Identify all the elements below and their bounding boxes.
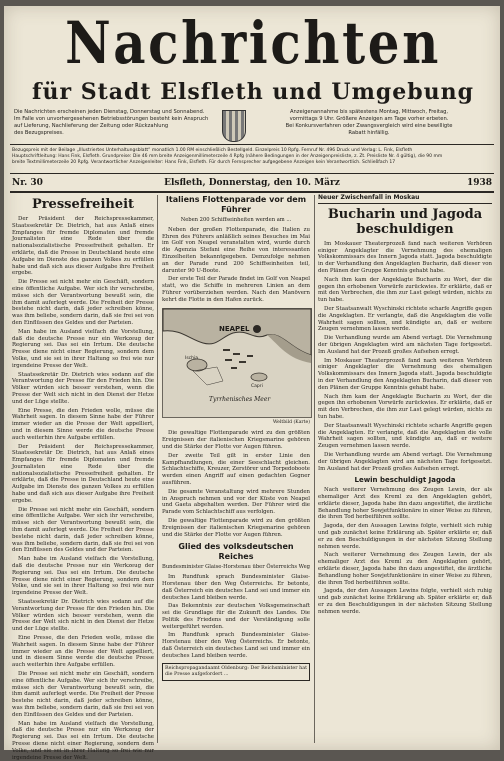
map-label-sea: Tyrrhenisches Meer xyxy=(209,395,271,403)
map-label-naples: NEAPEL xyxy=(219,324,250,333)
article-paragraph: Der zweite Teil gilt in erster Linie den Kampfhandlungen, die einer Seeschlacht gleichen. Schlachtschiffe, Kreuzer, Zerstörer und Torpedoboote werden einen Angriff auf einen gedachten Gegner ausführen. xyxy=(162,452,310,486)
advertising-info-line: Bei Konkursverfahren oder Zwangsvergleich wird eine bewilligte xyxy=(285,123,453,129)
article-paragraph: Im Rundfunk sprach Bundesminister Glaise-Horstenau über den Weg Österreichs. Er betonte, daß Österreich ein deutsches Land sei und immer ein deutsches Land bleiben werde. xyxy=(162,574,310,601)
article-paragraph: Jagoda, der den Aussagen Lewins folgte, verhielt sich ruhig und gab zunächst keine Erklärung ab. Später erklärte er, daß er zu den Beschuldigungen in der nächsten Sitzung Stellung nehmen werde. xyxy=(318,523,492,550)
column-divider xyxy=(157,195,158,743)
advertising-info-line: Anzeigenannahme bis spätestens Montag, Mittwoch, Freitag, xyxy=(289,109,449,115)
article-paragraph: Die Presse sei nicht mehr ein Geschäft, sondern eine öffentliche Aufgabe. Wer sich ihr verschreibe, müsse sich der Verantwortung bewußt sein, die ihm damit auferlegt werde. Die Freiheit der Presse bestehe nicht darin, daß jeder schreiben könne, was ihm beliebe, sondern darin, daß sie frei sei von den Einflüssen des Geldes und der Parteien. xyxy=(12,279,154,326)
article-paragraph: Der erste Teil der Parade findet im Golf von Neapel statt, wo die Schiffe in mehreren Linien an dem Führer vorüberziehen werden. Nach den Manövern kehrt die Flotte in den Hafen zurück. xyxy=(162,276,310,303)
article-paragraph: Der Staatsanwalt Wyschinski richtete scharfe Angriffe gegen die Angeklagten. Er verlangte, daß die Angeklagten die volle Wahrheit sagen sollten, und kündigte an, daß er weitere Zeugen vernehmen lassen werde. xyxy=(318,422,492,450)
article-paragraph: Die Verhandlung wurde am Abend vertagt. Die Vernehmung der übrigen Angeklagten wird am nächsten Tage fortgesetzt. Im Ausland hat der Prozeß großes Aufsehen erregt. xyxy=(318,335,492,355)
coat-of-arms-icon xyxy=(222,110,246,142)
publication-info-line: des Bezugspreises. xyxy=(14,130,64,136)
subscription-line: Bezugspreis mit der Beilage „Illustriertes Unterhaltungsblatt“ monatlich 1.00 RM einschließlich Bestellgeld. Einzelpreis 10 Rpfg. Fernruf Nr. 496 Druck und Verlag: L. Fink, Elsfleth xyxy=(12,148,413,153)
article-paragraph: Man habe im Ausland vielfach die Vorstellung, daß die deutsche Presse nur ein Werkzeug der Regierung sei. Das sei ein Irrtum. Die deutsche Presse diene nicht einer Regierung, sondern dem Volke, und sie sei in ihrer Haltung so frei wie nur irgendeine Presse der Welt. xyxy=(12,556,154,597)
article-paragraph: Die Presse sei nicht mehr ein Geschäft, sondern eine öffentliche Aufgabe. Wer sich ihr verschreibe, müsse sich der Verantwortung bewußt sein, die ihm damit auferlegt werde. Die Freiheit der Presse bestehe nicht darin, daß jeder schreiben könne, was ihm beliebe, sondern darin, daß sie frei sei von den Einflüssen des Geldes und der Parteien. xyxy=(12,671,154,718)
map-label-ischia: Ischia xyxy=(185,355,199,361)
article-paragraph: Jagoda, der den Aussagen Lewins folgte, verhielt sich ruhig und gab zunächst keine Erklärung ab. Später erklärte er, daß er zu den Beschuldigungen in der nächsten Sitzung Stellung nehmen werde. xyxy=(318,588,492,615)
subscription-band xyxy=(12,148,492,167)
publication-info-line: Im Falle von unvorhergesehenen Betriebsstörungen besteht kein Anspruch xyxy=(14,116,209,122)
article-kicker: Neuer Zwischenfall in Moskau xyxy=(318,195,492,204)
article-paragraph: Die Presse sei nicht mehr ein Geschäft, sondern eine öffentliche Aufgabe. Wer sich ihr verschreibe, müsse sich der Verantwortung bewußt sein, die ihm damit auferlegt werde. Die Freiheit der Presse bestehe nicht darin, daß jeder schreiben könne, was ihm beliebe, sondern darin, daß sie frei sei von den Einflüssen des Geldes und der Parteien. xyxy=(12,506,154,554)
publication-info-line: Die Nachrichten erscheinen jeden Dienstag, Donnerstag und Sonnabend. xyxy=(14,109,205,115)
newspaper-page xyxy=(4,6,500,761)
article-pressefreiheit xyxy=(12,195,154,761)
article-flottenparade xyxy=(162,195,310,743)
masthead-title: Nachrichten xyxy=(65,9,441,77)
article-paragraph: Neben der großen Flottenparade, die Italien zu Ehren des Führers anläßlich seines Besuches im Mai im Golf von Neapel veranstalten wird, wurde durch die Agenzia Stefani eine Reihe von interessanten Einzelheiten bekanntgegeben. Demzufolge nehmen an der Parade rund 200 Schiffseinheiten teil, darunter 90 U-Boote. xyxy=(162,226,310,274)
article-moskau xyxy=(318,195,492,743)
article-paragraph: Eine Presse, die den Frieden wolle, müsse die Wahrheit sagen. In diesem Sinne habe der Führer immer wieder an die Presse der Welt appelliert, und in diesem Sinne werde die deutsche Presse auch weiterhin ihre Aufgabe erfüllen. xyxy=(12,635,154,669)
article-heading: Pressefreiheit xyxy=(31,197,135,212)
masthead-subtitle: für Stadt Elsfleth und Umgebung xyxy=(32,79,474,105)
article-paragraph: Staatssekretär Dr. Dietrich wies sodann auf die Verantwortung der Presse für den Frieden hin. Die Völker würden sich besser verstehen, wenn die Presse der Welt sich nicht in den Dienst der Hetze und der Lüge stellte. xyxy=(12,371,154,405)
map-illustration xyxy=(163,309,311,417)
article-paragraph: Im Rundfunk sprach Bundesminister Glaise-Horstenau über den Weg Österreichs. Er betonte, daß Österreich ein deutsches Land sei und immer ein deutsches Land bleiben werde. xyxy=(162,632,310,659)
advertising-info-line: vormittags 9 Uhr. Größere Anzeigen am Tage vorher erbeten. xyxy=(289,116,449,122)
publication-info-line: auf Lieferung, Nachlieferung der Zeitung oder Rückzahlung xyxy=(14,123,169,129)
article-heading: Glied des volksdeutschen Reiches xyxy=(178,542,294,562)
dateline xyxy=(12,176,492,190)
article-paragraph: Nach weiterer Vernehmung des Zeugen Lewin, der als ehemaliger Arzt des Kreml zu den Angeklagten gehört, erklärte dieser, Jagoda habe ihn dazu angestiftet, die ärztliche Behandlung hoher Sowjetfunktionäre in einer Weise zu führen, die ihren Tod herbeiführen sollte. xyxy=(318,487,492,521)
article-paragraph: Das Bekenntnis zur deutschen Volksgemeinschaft sei die Grundlage für die Zukunft des Landes. Die Politik des Friedens und der Verständigung solle weitergeführt werden. xyxy=(162,603,310,630)
article-subheading: Neben 200 Schiffseinheiten werden am ... xyxy=(180,217,292,223)
article-heading: Italiens Flottenparade vor dem Führer xyxy=(165,195,307,214)
map-caption: Weltbild (Karte) xyxy=(272,419,310,425)
article-paragraph: Die gesamte Veranstaltung wird mehrere Stunden in Anspruch nehmen und vor der Küste von Neapel und Gaeta abgehalten werden. Der Führer wird die Parade vom Schlachtschiff aus verfolgen. xyxy=(162,488,310,516)
article-paragraph: Nach weiterer Vernehmung des Zeugen Lewin, der als ehemaliger Arzt des Kreml zu den Angeklagten gehört, erklärte dieser, Jagoda habe ihn dazu angestiftet, die ärztliche Behandlung hoher Sowjetfunktionäre in einer Weise zu führen, die ihren Tod herbeiführen sollte. xyxy=(318,552,492,586)
article-paragraph: Im Moskauer Theaterprozeß fand nach weiteren Verhören einiger Angeklagter die Vernehmung des ehemaligen Volkskommissars des Innern Jagoda statt. Jagoda beschuldigte in der Verhandlung den Angeklagten Bucharin, daß dieser von den Plänen der Gruppe Kenntnis gehabt habe. xyxy=(318,240,492,274)
article-heading: Lewin beschuldigt Jagoda xyxy=(354,476,456,485)
advertising-info-line: Rabatt hinfällig. xyxy=(348,130,390,136)
issue-year: 1938 xyxy=(466,178,492,188)
divider xyxy=(10,144,494,145)
bay-of-naples-map xyxy=(162,308,312,418)
article-paragraph: Im Moskauer Theaterprozeß fand nach weiteren Verhören einiger Angeklagter die Vernehmung des ehemaligen Volkskommissars des Innern Jagoda statt. Jagoda beschuldigte in der Verhandlung den Angeklagten Bucharin, daß dieser von den Plänen der Gruppe Kenntnis gehabt habe. xyxy=(318,357,492,391)
article-paragraph: Man habe im Ausland vielfach die Vorstellung, daß die deutsche Presse nur ein Werkzeug der Regierung sei. Das sei ein Irrtum. Die deutsche Presse diene nicht einer Regierung, sondern dem Volke, und sie sei in ihrer Haltung so frei wie nur irgendeine Presse der Welt. xyxy=(12,328,154,369)
article-subheading: Bundesminister Glaise-Horstenau über Österreichs Weg xyxy=(162,564,310,571)
article-paragraph: Man habe im Ausland vielfach die Vorstellung, daß die deutsche Presse nur ein Werkzeug der Regierung sei. Das sei ein Irrtum. Die deutsche Presse diene nicht einer Regierung, sondern dem Volke, und sie sei in ihrer Haltung so frei wie nur irgendeine Presse der Welt. xyxy=(12,720,154,761)
article-paragraph: Eine Presse, die den Frieden wolle, müsse die Wahrheit sagen. In diesem Sinne habe der Führer immer wieder an die Presse der Welt appelliert, und in diesem Sinne werde die deutsche Presse auch weiterhin ihre Aufgabe erfüllen. xyxy=(12,407,154,441)
advertising-info xyxy=(250,109,488,137)
issue-number: Nr. 30 xyxy=(12,178,43,188)
article-paragraph: Der Staatsanwalt Wyschinski richtete scharfe Angriffe gegen die Angeklagten. Er verlangte, daß die Angeklagten die volle Wahrheit sagen sollten, und kündigte an, daß er weitere Zeugen vernehmen lassen werde. xyxy=(318,305,492,333)
article-paragraph: Die gewaltige Flottenparade wird zu den größten Ereignissen der italienischen Kriegsmarine gehören und die Stärke der Flotte vor Augen führen. xyxy=(162,430,310,450)
article-heading: Bucharin und Jagoda beschuldigen xyxy=(327,206,483,237)
subscription-line: Hauptschriftleitung: Hans Fink, Elsfleth. Grundpreise: Die 46 mm breite Anzeigenmillimeterzeile 4 Rpfg (nähere Bedingungen in der Anzeigenpreisliste, z. Zt. Preisliste Nr. 4 gültig), die 90 mm xyxy=(12,154,443,160)
publication-info xyxy=(14,109,218,137)
article-paragraph: Nach ihm kam der Angeklagte Bucharin zu Wort, der die gegen ihn erhobenen Vorwürfe zurückwies. Er erklärte, daß er mit den Verbrechen, die ihm zur Last gelegt würden, nichts zu tun habe. xyxy=(318,393,492,420)
article-paragraph: Der Präsident der Reichspressekammer, Staatssekretär Dr. Dietrich, hat aus Anlaß eines Empfanges für fremde Diplomaten und fremde Journalisten eine Rede über die nationalsozialistische Pressefreiheit gehalten. Er erklärte, daß die Presse in Deutschland heute eine Aufgabe im Dienste des ganzen Volkes zu erfüllen habe und daß sich aus dieser Aufgabe ihre Freiheit ergebe. xyxy=(12,443,154,504)
column-divider xyxy=(314,195,315,743)
subscription-line: breite Textmillimeterzeile 20 Rpfg. Verantwortlicher Anzeigenleiter: Hans Fink, Elsfleth. Für durch Fernsprecher aufgegebene Anzeigen kein Verantwortlich. Schließfach 17 xyxy=(12,160,396,166)
article-paragraph: Die Verhandlung wurde am Abend vertagt. Die Vernehmung der übrigen Angeklagten wird am nächsten Tage fortgesetzt. Im Ausland hat der Prozeß großes Aufsehen erregt. xyxy=(318,451,492,472)
divider xyxy=(10,191,494,193)
issue-date: Elsfleth, Donnerstag, den 10. März xyxy=(164,178,340,188)
notice-box: Reichspropagandaamt Oldenburg: Der Reichsminister hat die Presse aufgefordert ... xyxy=(162,663,310,681)
divider xyxy=(10,173,494,174)
article-paragraph: Der Präsident der Reichspressekammer, Staatssekretär Dr. Dietrich, hat aus Anlaß eines Empfanges für fremde Diplomaten und fremde Journalisten eine Rede über die nationalsozialistische Pressefreiheit gehalten. Er erklärte, daß die Presse in Deutschland heute eine Aufgabe im Dienste des ganzen Volkes zu erfüllen habe und daß sich aus dieser Aufgabe ihre Freiheit ergebe. xyxy=(12,216,154,277)
map-label-capri: Capri xyxy=(251,383,263,389)
article-paragraph: Nach ihm kam der Angeklagte Bucharin zu Wort, der die gegen ihn erhobenen Vorwürfe zurückwies. Er erklärte, daß er mit den Verbrechen, die ihm zur Last gelegt würden, nichts zu tun habe. xyxy=(318,276,492,304)
article-paragraph: Die gewaltige Flottenparade wird zu den größten Ereignissen der italienischen Kriegsmarine gehören und die Stärke der Flotte vor Augen führen. xyxy=(162,517,310,538)
article-paragraph: Staatssekretär Dr. Dietrich wies sodann auf die Verantwortung der Presse für den Frieden hin. Die Völker würden sich besser verstehen, wenn die Presse der Welt sich nicht in den Dienst der Hetze und der Lüge stellte. xyxy=(12,599,154,633)
